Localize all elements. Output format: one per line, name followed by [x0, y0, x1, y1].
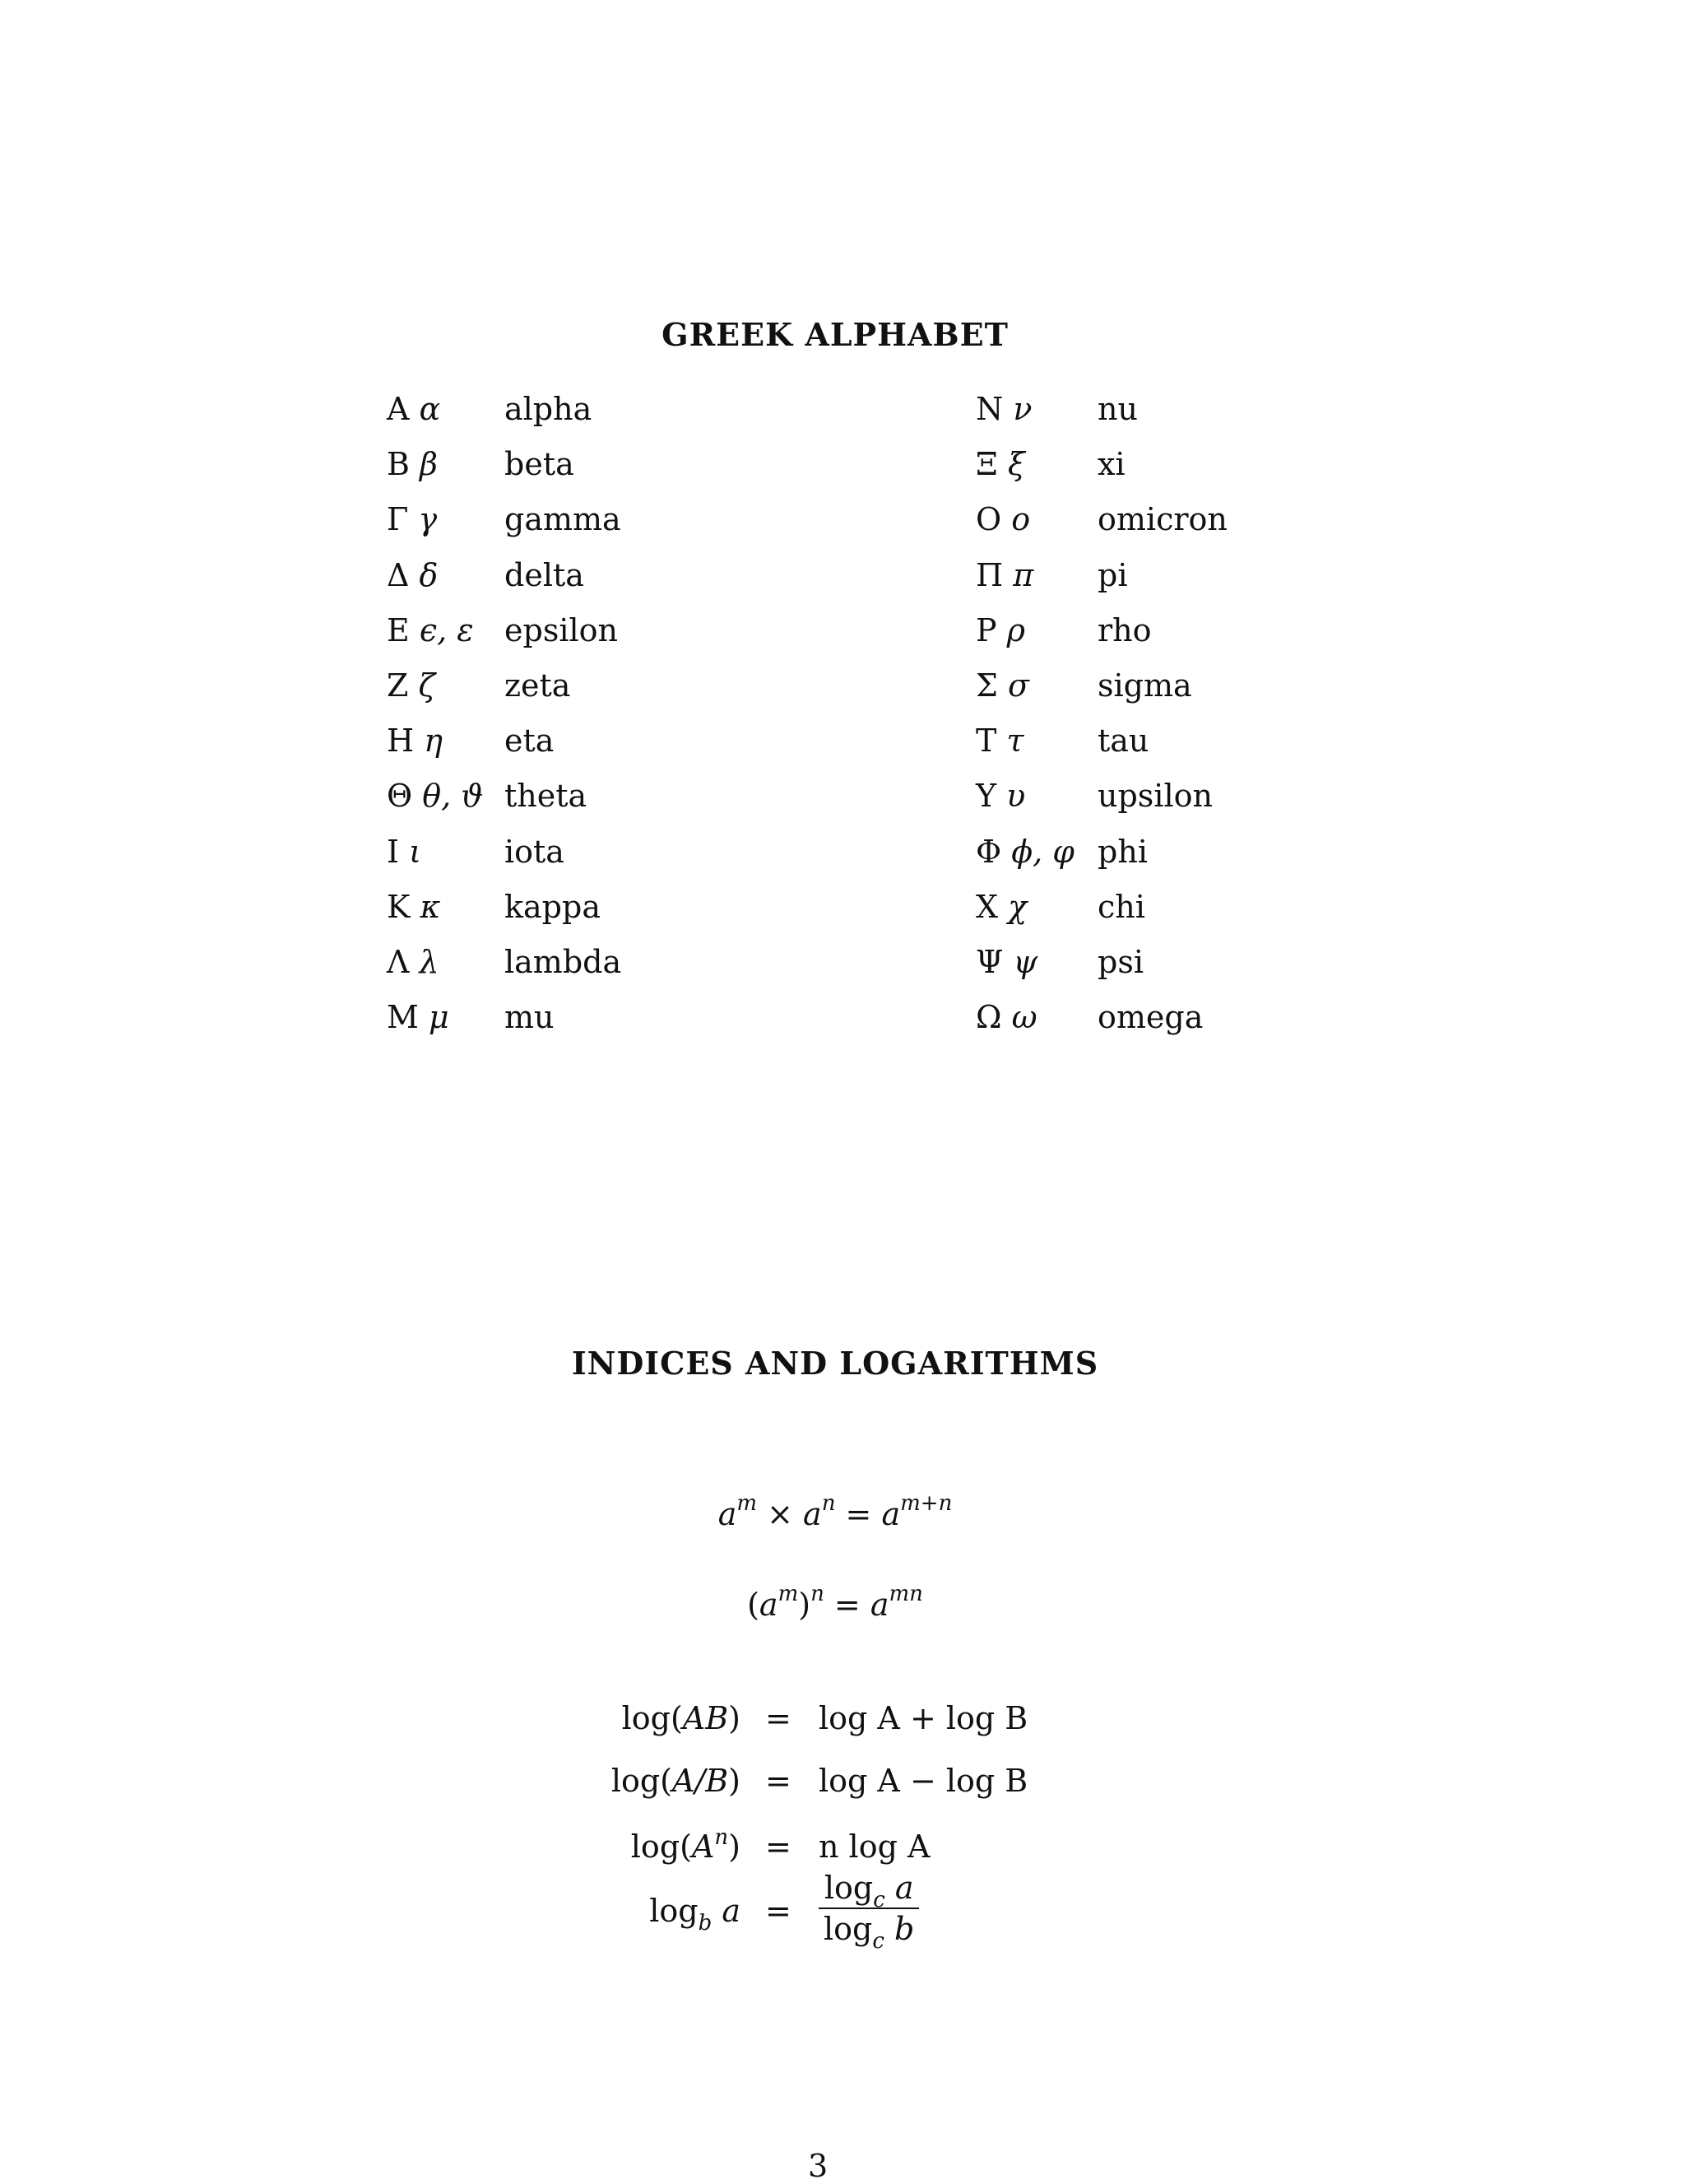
greek-left-row-beta: [387, 436, 880, 492]
greek-right-row-nu: [976, 381, 1469, 437]
log-r2-rhs: log A − log B: [819, 1763, 1028, 1799]
log-r3-equals: =: [765, 1829, 791, 1865]
greek-name-alpha: alpha: [504, 391, 592, 427]
greek-left-row-alpha: [387, 381, 880, 437]
greek-name-zeta: zeta: [504, 667, 571, 704]
log-rule-quotient: [0, 1750, 1685, 1812]
greek-name-upsilon: upsilon: [1098, 778, 1213, 815]
greek-name-iota: iota: [504, 833, 564, 870]
index-law-product: [717, 1491, 953, 1532]
greek-right-row-tau: [976, 713, 1469, 769]
greek-letter-alpha: A α: [387, 391, 441, 427]
greek-left-row-zeta: [387, 658, 880, 713]
greek-right-row-pi: [976, 547, 1469, 603]
greek-name-rho: rho: [1098, 611, 1152, 648]
greek-letter-rho: P ρ: [976, 611, 1025, 648]
log-r4-numerator: $\log_c a$: [824, 1870, 914, 1912]
greek-letter-sigma: Σ σ: [976, 667, 1029, 704]
greek-name-chi: chi: [1098, 888, 1145, 925]
greek-letter-omega: Ω ω: [976, 999, 1037, 1036]
greek-right-row-chi: [976, 879, 1469, 935]
greek-letter-beta: B β: [387, 446, 438, 483]
greek-letter-phi: Φ ϕ, φ: [976, 833, 1075, 870]
greek-letter-theta: Θ θ, ϑ: [387, 778, 484, 815]
greek-letter-upsilon: Υ υ: [976, 778, 1026, 815]
greek-letter-nu: N ν: [976, 391, 1033, 427]
greek-left-row-mu: [387, 989, 880, 1045]
greek-name-sigma: sigma: [1098, 667, 1192, 704]
eq1-exp-m: m: [736, 1491, 757, 1516]
log-rule-change-of-base: [0, 1870, 1685, 1954]
eq2-exp-m: m: [778, 1582, 799, 1606]
log-r4-fraction: [819, 1868, 919, 1954]
greek-right-row-upsilon: [976, 768, 1469, 824]
greek-alphabet-title: GREEK ALPHABET: [661, 316, 1009, 353]
greek-name-theta: theta: [504, 778, 587, 815]
greek-name-delta: delta: [504, 556, 584, 593]
greek-left-row-epsilon: [387, 602, 880, 658]
eq2-close-paren: ): [798, 1587, 811, 1623]
greek-letter-delta: Δ δ: [387, 556, 439, 593]
greek-right-row-psi: [976, 934, 1469, 990]
page-number: 3: [808, 2148, 829, 2184]
greek-name-omicron: omicron: [1098, 501, 1228, 538]
greek-name-beta: beta: [504, 446, 574, 483]
greek-left-row-kappa: [387, 879, 880, 935]
greek-left-row-eta: [387, 713, 880, 769]
greek-right-row-rho: [976, 602, 1469, 658]
greek-left-row-delta: [387, 547, 880, 603]
eq1-equals: =: [845, 1496, 872, 1532]
greek-letter-pi: Π π: [976, 556, 1034, 593]
greek-name-kappa: kappa: [504, 888, 601, 925]
log-r1-rhs: log A + log B: [819, 1700, 1028, 1736]
greek-letter-zeta: Z ζ: [387, 667, 436, 704]
greek-name-tau: tau: [1098, 723, 1149, 760]
eq2-equals: =: [833, 1587, 861, 1623]
log-r4-equals: =: [765, 1893, 791, 1929]
greek-name-epsilon: epsilon: [504, 611, 618, 648]
log-r2-equals: =: [765, 1763, 791, 1799]
log-r4-denominator: $\log_c b$: [824, 1911, 915, 1954]
greek-left-row-iota: [387, 824, 880, 880]
greek-letter-gamma: Γ γ: [387, 501, 438, 538]
greek-name-lambda: lambda: [504, 944, 622, 980]
greek-left-row-lambda: [387, 934, 880, 990]
eq2-exp-mn: mn: [889, 1582, 923, 1606]
greek-name-eta: eta: [504, 723, 555, 760]
greek-right-row-omega: [976, 989, 1469, 1045]
log-r1-lhs: log(AB): [621, 1700, 740, 1736]
greek-name-omega: omega: [1098, 999, 1204, 1036]
log-r2-lhs: log(A/B): [610, 1763, 740, 1799]
eq2-base-a: a: [759, 1587, 778, 1623]
greek-right-row-sigma: [976, 658, 1469, 713]
greek-name-phi: phi: [1098, 833, 1148, 870]
eq2-open-paren: (: [747, 1587, 759, 1623]
index-law-power: [747, 1582, 923, 1623]
eq1-base-a3: a: [881, 1496, 901, 1532]
greek-name-psi: psi: [1098, 944, 1144, 980]
greek-left-row-theta: [387, 768, 880, 824]
greek-name-mu: mu: [504, 999, 555, 1036]
log-r1-equals: =: [765, 1700, 791, 1736]
log-r4-lhs: $\log_b a$: [649, 1893, 740, 1935]
eq1-exp-sum: m+n: [900, 1491, 953, 1516]
greek-letter-xi: Ξ ξ: [976, 446, 1025, 483]
eq1-base-a: a: [717, 1496, 737, 1532]
greek-name-xi: xi: [1098, 446, 1126, 483]
eq1-exp-n: n: [821, 1491, 836, 1516]
eq1-times: ×: [767, 1496, 793, 1532]
greek-name-nu: nu: [1098, 391, 1138, 427]
greek-right-row-xi: [976, 436, 1469, 492]
eq2-base-a2: a: [870, 1587, 889, 1623]
eq1-base-a2: a: [803, 1496, 822, 1532]
greek-name-gamma: gamma: [504, 501, 621, 538]
greek-letter-chi: X χ: [976, 888, 1028, 925]
log-r3-rhs: n log A: [819, 1829, 931, 1865]
indices-logarithms-title: INDICES AND LOGARITHMS: [571, 1345, 1099, 1382]
log-r3-lhs: $\log(A^n)$: [630, 1825, 740, 1865]
greek-right-row-omicron: [976, 491, 1469, 547]
greek-letter-iota: I ι: [387, 833, 421, 870]
greek-letter-epsilon: E ϵ, ε: [387, 611, 474, 648]
greek-left-row-gamma: [387, 491, 880, 547]
greek-letter-lambda: Λ λ: [387, 944, 439, 980]
greek-letter-tau: T τ: [976, 723, 1024, 760]
log-rule-product: [0, 1687, 1685, 1750]
eq2-exp-n: n: [810, 1582, 824, 1606]
greek-letter-omicron: O o: [976, 501, 1031, 538]
greek-letter-mu: M μ: [387, 999, 449, 1036]
greek-right-row-phi: [976, 824, 1469, 880]
greek-letter-kappa: K κ: [387, 888, 441, 925]
greek-letter-eta: H η: [387, 723, 443, 760]
greek-name-pi: pi: [1098, 556, 1128, 593]
greek-letter-psi: Ψ ψ: [976, 944, 1038, 980]
